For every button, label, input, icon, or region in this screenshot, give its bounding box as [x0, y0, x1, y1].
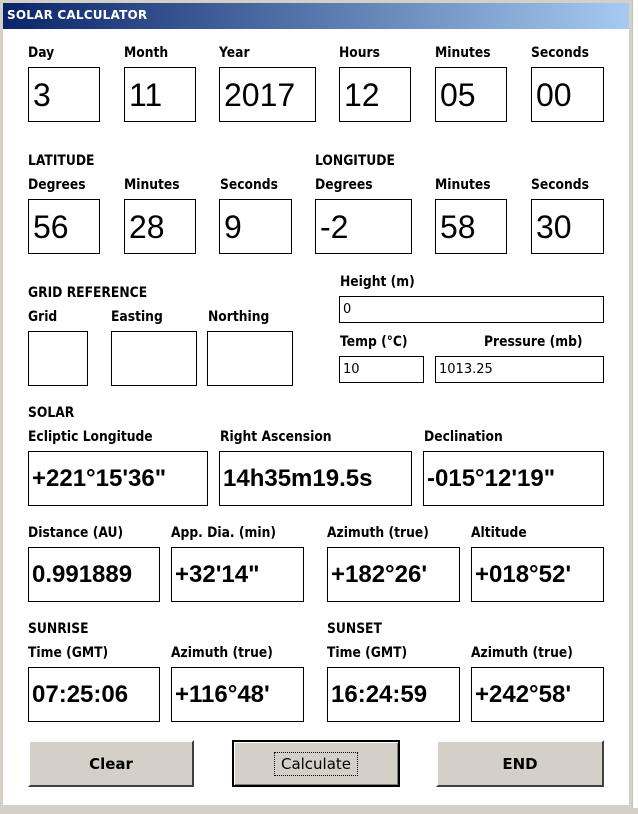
- longitude-minutes-label: Minutes: [435, 177, 491, 193]
- right-ascension-label: Right Ascension: [220, 429, 332, 445]
- window-bottom-edge: [0, 808, 638, 814]
- temp-field[interactable]: 10: [339, 356, 424, 383]
- northing-field[interactable]: [207, 331, 293, 386]
- ecliptic-longitude-field[interactable]: +221°15'36": [28, 451, 208, 506]
- sunset-time-field[interactable]: 16:24:59: [327, 667, 460, 722]
- sunrise-time-field[interactable]: 07:25:06: [28, 667, 160, 722]
- grid-field[interactable]: [28, 331, 88, 386]
- latitude-seconds-label: Seconds: [220, 177, 278, 193]
- title-bar[interactable]: [3, 3, 629, 29]
- latitude-heading: LATITUDE: [28, 153, 95, 169]
- altitude-field[interactable]: +018°52': [471, 547, 604, 602]
- declination-label: Declination: [424, 429, 503, 445]
- declination-field[interactable]: -015°12'19": [423, 451, 604, 506]
- sunset-azimuth-label: Azimuth (true): [471, 645, 573, 661]
- minutes-label: Minutes: [435, 45, 491, 61]
- calculate-button-label: Calculate: [274, 752, 358, 776]
- azimuth-field[interactable]: +182°26': [327, 547, 460, 602]
- longitude-degrees-label: Degrees: [315, 177, 373, 193]
- distance-field[interactable]: 0.991889: [28, 547, 160, 602]
- sunset-time-label: Time (GMT): [327, 645, 408, 661]
- day-label: Day: [28, 45, 55, 61]
- height-field[interactable]: 0: [339, 296, 604, 323]
- hours-label: Hours: [339, 45, 380, 61]
- ecliptic-longitude-label: Ecliptic Longitude: [28, 429, 153, 445]
- northing-label: Northing: [208, 309, 270, 325]
- sunrise-azimuth-field[interactable]: +116°48': [171, 667, 304, 722]
- month-field[interactable]: 11: [124, 67, 196, 122]
- sunrise-azimuth-label: Azimuth (true): [171, 645, 273, 661]
- window-title: SOLAR CALCULATOR: [7, 8, 148, 22]
- right-ascension-field[interactable]: 14h35m19.5s: [219, 451, 412, 506]
- window-edge: [632, 0, 638, 814]
- day-field[interactable]: 3: [28, 67, 100, 122]
- calculate-button[interactable]: [232, 740, 400, 787]
- latitude-degrees-label: Degrees: [28, 177, 86, 193]
- grid-label: Grid: [28, 309, 58, 325]
- hours-field[interactable]: 12: [339, 67, 411, 122]
- altitude-label: Altitude: [471, 525, 527, 541]
- month-label: Month: [124, 45, 169, 61]
- easting-label: Easting: [111, 309, 163, 325]
- pressure-label: Pressure (mb): [484, 334, 583, 350]
- clear-button-label: Clear: [89, 754, 133, 773]
- apparent-diameter-field[interactable]: +32'14": [171, 547, 304, 602]
- solar-heading: SOLAR: [28, 405, 75, 421]
- latitude-minutes-label: Minutes: [124, 177, 180, 193]
- pressure-field[interactable]: 1013.25: [435, 356, 604, 383]
- sunrise-heading: SUNRISE: [28, 621, 89, 637]
- longitude-seconds-field[interactable]: 30: [531, 199, 604, 254]
- minutes-field[interactable]: 05: [435, 67, 507, 122]
- year-field[interactable]: 2017: [219, 67, 316, 122]
- latitude-seconds-field[interactable]: 9: [219, 199, 292, 254]
- longitude-minutes-field[interactable]: 58: [435, 199, 507, 254]
- azimuth-label: Azimuth (true): [327, 525, 429, 541]
- apparent-diameter-label: App. Dia. (min): [171, 525, 276, 541]
- longitude-seconds-label: Seconds: [531, 177, 589, 193]
- latitude-degrees-field[interactable]: 56: [28, 199, 100, 254]
- longitude-heading: LONGITUDE: [315, 153, 395, 169]
- sunset-azimuth-field[interactable]: +242°58': [471, 667, 604, 722]
- latitude-minutes-field[interactable]: 28: [124, 199, 196, 254]
- height-label: Height (m): [340, 274, 415, 290]
- seconds-field[interactable]: 00: [531, 67, 604, 122]
- grid-reference-heading: GRID REFERENCE: [28, 285, 148, 301]
- end-button-label: END: [502, 754, 538, 773]
- distance-label: Distance (AU): [28, 525, 124, 541]
- year-label: Year: [219, 45, 250, 61]
- sunset-heading: SUNSET: [327, 621, 382, 637]
- clear-button[interactable]: [28, 740, 194, 787]
- end-button[interactable]: [436, 740, 604, 787]
- temp-label: Temp (°C): [340, 334, 408, 350]
- seconds-label: Seconds: [531, 45, 589, 61]
- longitude-degrees-field[interactable]: -2: [315, 199, 412, 254]
- easting-field[interactable]: [111, 331, 197, 386]
- sunrise-time-label: Time (GMT): [28, 645, 109, 661]
